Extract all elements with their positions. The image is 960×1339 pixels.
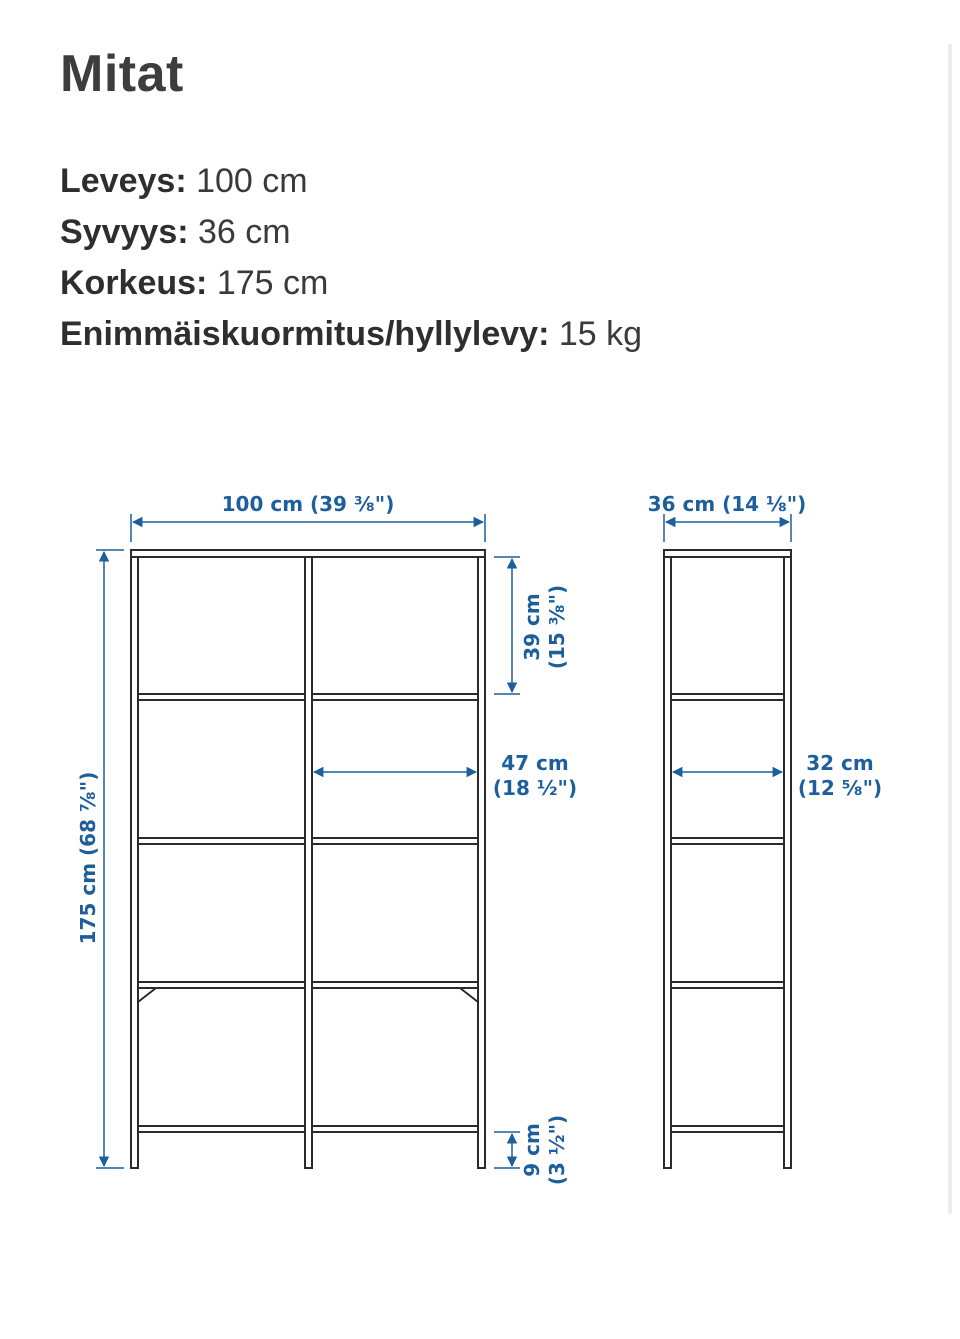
front-shelf-left-2 — [138, 838, 305, 844]
spec-height-value: 175 cm — [216, 264, 329, 302]
front-shelf-right-3 — [312, 982, 478, 988]
front-shelf-left-4 — [138, 1126, 305, 1132]
front-left-upright — [131, 557, 138, 1168]
spec-depth-label: Syvyys: — [60, 213, 189, 251]
spec-width-value: 100 cm — [196, 162, 308, 200]
spec-height-label: Korkeus: — [60, 264, 208, 302]
page-title: Mitat — [60, 45, 184, 103]
total-height-label: 175 cm (68 ⁷⁄₈") — [76, 771, 100, 945]
spec-max-load-value: 15 kg — [558, 315, 643, 353]
front-right-upright — [478, 557, 485, 1168]
spec-max-load-label: Enimmäiskuormitus/hyllylevy: — [60, 315, 550, 353]
side-shelf-4 — [671, 1126, 784, 1132]
spec-depth-value: 36 cm — [198, 213, 291, 251]
side-inner-depth-label-line1: 32 cm — [806, 751, 874, 775]
front-shelf-left-1 — [138, 694, 305, 700]
front-brace-right — [460, 988, 478, 1002]
front-view-shelf — [131, 550, 485, 1168]
side-front-upright — [664, 557, 671, 1168]
floor-gap-label-line2: (3 ½") — [545, 1114, 569, 1186]
front-brace-left — [138, 988, 156, 1002]
front-shelf-right-1 — [312, 694, 478, 700]
side-shelf-3 — [671, 982, 784, 988]
spec-width-label: Leveys: — [60, 162, 187, 200]
side-inner-depth-label-line2: (12 ⁵⁄₈") — [797, 776, 883, 800]
front-shelf-right-4 — [312, 1126, 478, 1132]
floor-gap-label-line1: 9 cm — [520, 1123, 544, 1177]
side-view-shelf — [664, 550, 791, 1168]
front-middle-upright — [305, 557, 312, 1168]
front-shelf-left-3 — [138, 982, 305, 988]
side-depth-label: 36 cm (14 ⅛") — [647, 492, 807, 516]
shelf-gap-label-line2: (15 ³⁄₈") — [545, 584, 569, 670]
side-shelf-2 — [671, 838, 784, 844]
inner-width-label-line1: 47 cm — [501, 751, 569, 775]
shelf-gap-label-line1: 39 cm — [520, 593, 544, 661]
front-top-panel — [131, 550, 485, 557]
side-shelf-1 — [671, 694, 784, 700]
front-width-label: 100 cm (39 ³⁄₈") — [221, 492, 395, 516]
inner-width-label-line2: (18 ½") — [492, 776, 578, 800]
scrollbar[interactable] — [948, 44, 952, 1214]
side-top-panel — [664, 550, 791, 557]
side-back-upright — [784, 557, 791, 1168]
front-shelf-right-2 — [312, 838, 478, 844]
